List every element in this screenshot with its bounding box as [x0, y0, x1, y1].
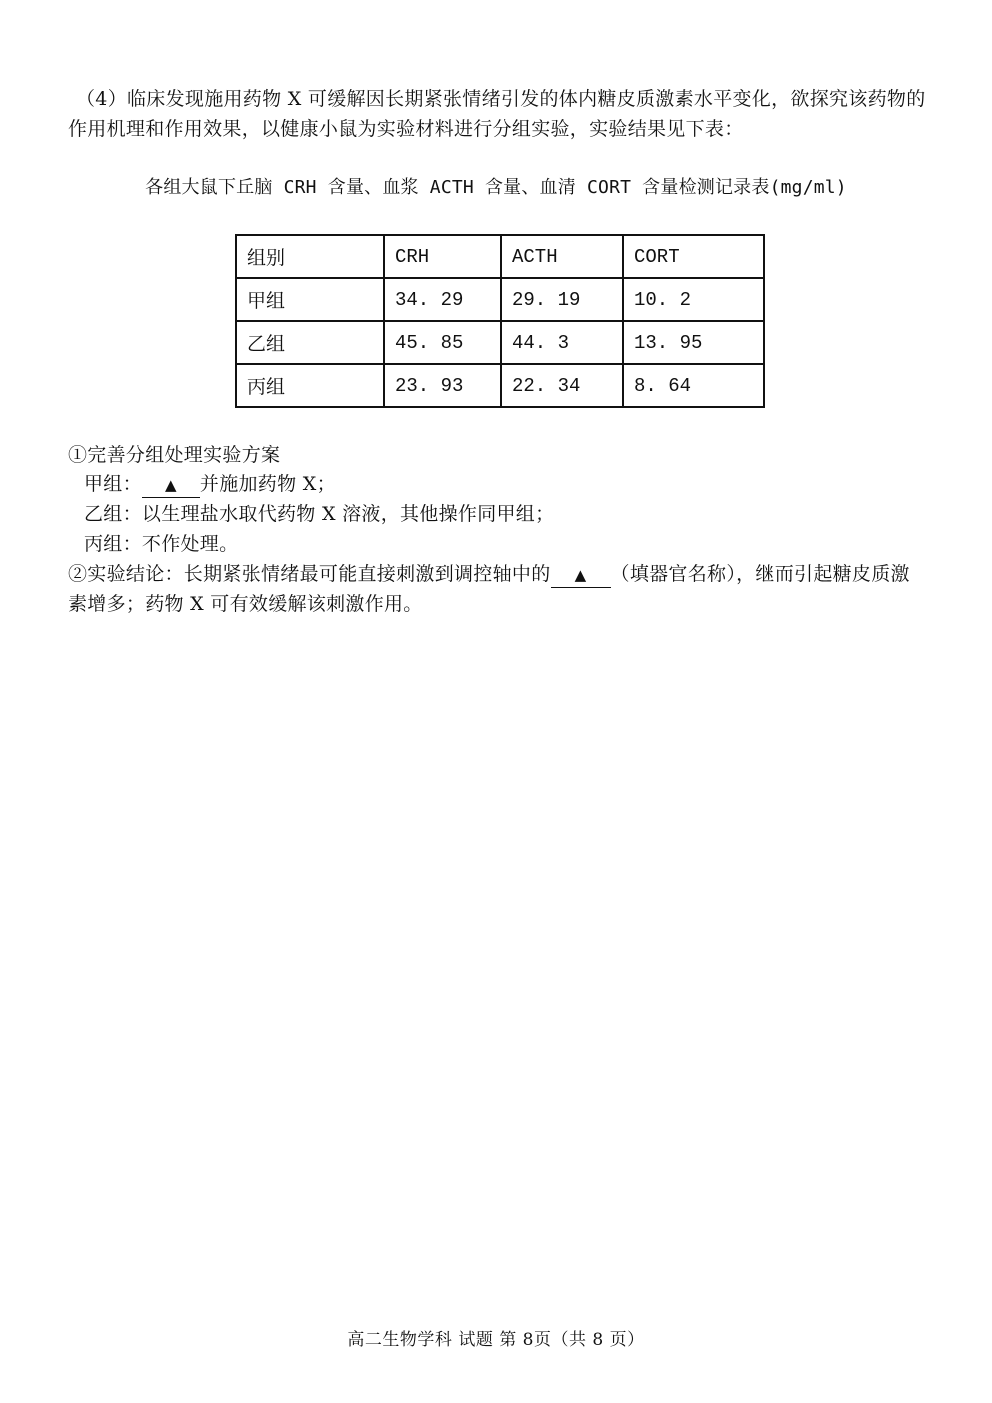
part1-title: ①完善分组处理实验方案 [68, 444, 281, 466]
triangle-icon: ▲ [574, 566, 587, 584]
results-table [235, 234, 765, 408]
answer-blank-2[interactable] [551, 562, 611, 588]
triangle-icon: ▲ [164, 476, 177, 494]
cell-cort: 10. 2 [623, 278, 764, 321]
row-group: 甲组 [236, 278, 384, 321]
cell-cort: 13. 95 [623, 321, 764, 364]
group-bing-line: 丙组：不作处理。 [84, 533, 239, 555]
cell-acth: 29. 19 [501, 278, 623, 321]
part2-line-2: 素增多；药物 X 可有效缓解该刺激作用。 [68, 593, 423, 615]
cell-crh: 23. 93 [384, 364, 501, 407]
table-row [236, 321, 764, 364]
header-crh: CRH [384, 235, 501, 278]
question-4-intro: （4）临床发现施用药物 X 可缓解因长期紧张情绪引发的体内糖皮质激素水平变化，欲探究该药物的作用机理和作用效果，以健康小鼠为实验材料进行分组实验，实验结果见下表： [68, 88, 926, 140]
cell-acth: 22. 34 [501, 364, 623, 407]
table-row [236, 278, 764, 321]
table-caption: 各组大鼠下丘脑 CRH 含量、血浆 ACTH 含量、血清 CORT 含量检测记录表(mg/ml) [145, 177, 847, 198]
group-jia-line [84, 469, 336, 499]
cell-acth: 44. 3 [501, 321, 623, 364]
cell-crh: 34. 29 [384, 278, 501, 321]
conclusion-prefix: ②实验结论：长期紧张情绪最可能直接刺激到调控轴中的 [68, 563, 551, 585]
table-header-row [236, 235, 764, 278]
row-group: 乙组 [236, 321, 384, 364]
group-jia-label: 甲组： [84, 473, 142, 495]
header-acth: ACTH [501, 235, 623, 278]
part2-line-1 [68, 559, 910, 589]
table-row [236, 364, 764, 407]
header-group: 组别 [236, 235, 384, 278]
group-jia-text: 并施加药物 X； [199, 473, 336, 495]
group-yi-line: 乙组：以生理盐水取代药物 X 溶液，其他操作同甲组； [84, 503, 555, 525]
header-cort: CORT [623, 235, 764, 278]
row-group: 丙组 [236, 364, 384, 407]
cell-crh: 45. 85 [384, 321, 501, 364]
page-footer: 高二生物学科 试题 第 8页（共 8 页） [347, 1330, 645, 1350]
answer-blank-1[interactable] [142, 472, 200, 498]
conclusion-suffix: （填器官名称），继而引起糖皮质激 [610, 563, 910, 585]
cell-cort: 8. 64 [623, 364, 764, 407]
